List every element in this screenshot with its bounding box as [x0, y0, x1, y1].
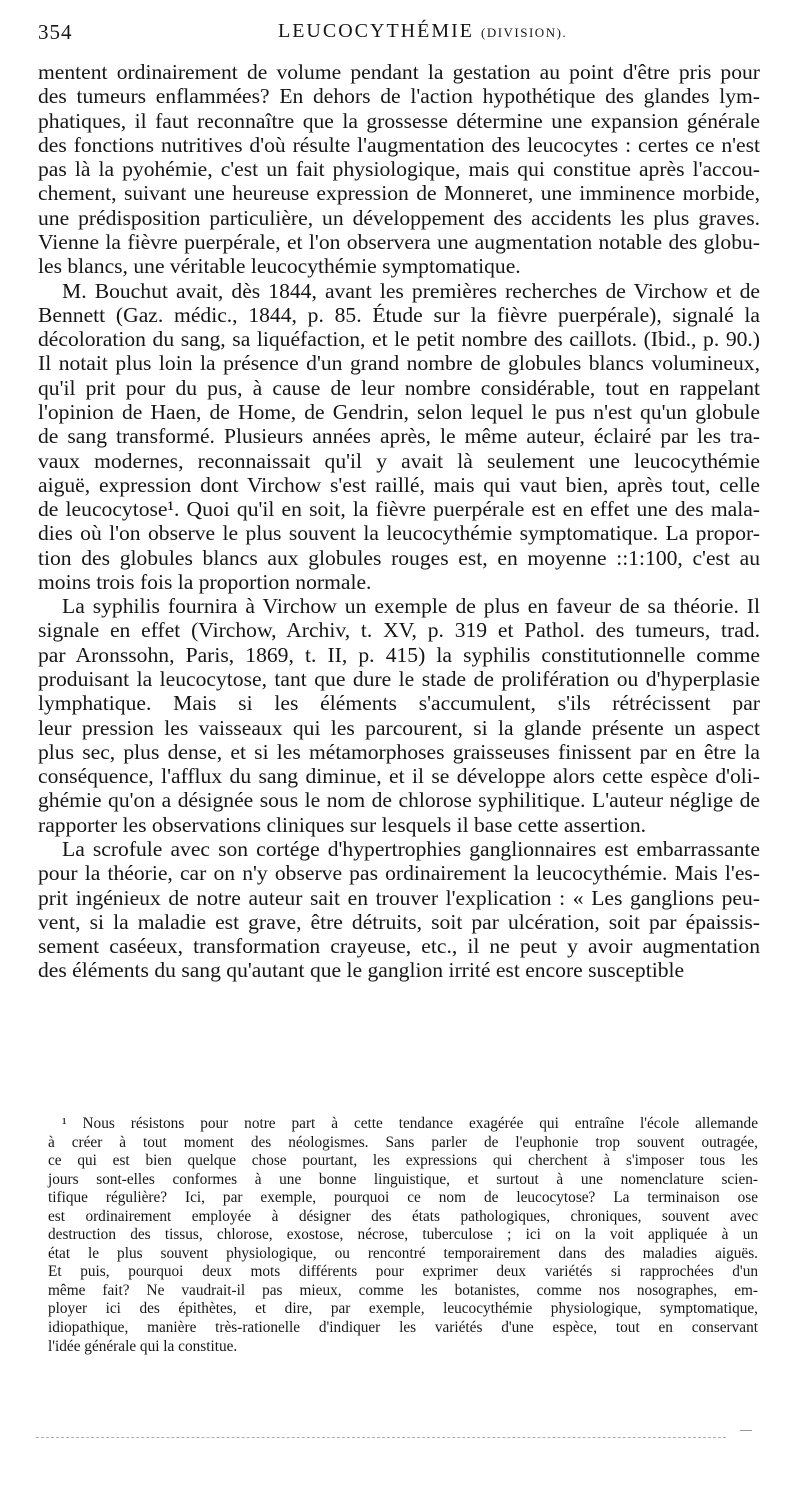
text-line: mentent ordinairement de volume pendant la gestation au point d'être pris pour — [38, 60, 760, 84]
bottom-mark — [740, 1430, 752, 1431]
text-line: des fonctions nutritives d'où résulte l'augmentation des leucocytes : certes ce n'est — [38, 132, 760, 157]
text-line: des éléments du sang qu'autant que le ganglion irrité est encore susceptible — [38, 958, 685, 983]
text-line: ghémie qu'on a désignée sous le nom de chlorose syphilitique. L'auteur néglige de — [38, 788, 760, 813]
footnote-line: Et puis, pourquoi deux mots différents pour exprimer deux variétés si rapprochées d'un — [48, 1263, 758, 1281]
text-line: vent, si la maladie est grave, être détruits, soit par ulcération, soit par épaissis- — [38, 909, 760, 934]
running-title-main: LEUCOCYTHÉMIE — [278, 20, 474, 42]
footnote-line: jours sont-elles conformes à une bonne linguistique, et surtout à une nomenclature scien- — [48, 1170, 758, 1188]
text-line: décoloration du sang, sa liquéfaction, et le petit nombre des caillots. (Ibid., p. 90.) — [38, 327, 760, 352]
footnote — [48, 1115, 758, 1356]
text-line: une prédisposition particulière, un développement des accidents les plus graves. — [38, 205, 760, 230]
footnote-line: est ordinairement employée à désigner des états pathologiques, chroniques, souvent avec — [48, 1207, 758, 1225]
text-line: tion des globules blancs aux globules rouges est, en moyenne ::1:100, c'est au — [38, 545, 760, 570]
body-text — [38, 60, 760, 983]
text-line: prit ingénieux de notre auteur sait en trouver l'explication : « Les ganglions peu- — [38, 885, 760, 910]
paragraph — [38, 837, 760, 983]
text-line: phatiques, il faut reconnaître que la grossesse détermine une expansion générale — [38, 108, 760, 133]
text-line: conséquence, l'afflux du sang diminue, et il se développe alors cette espèce d'oli- — [38, 764, 760, 789]
text-line: Il notait plus loin la présence d'un grand nombre de globules blancs volumineux, — [38, 351, 760, 376]
text-line: qu'il prit pour du pus, à cause de leur nombre considérable, tout en rappelant — [38, 375, 760, 400]
footnote-line: ce qui est bien quelque chose pourtant, les expressions qui cherchent à s'imposer tous les — [48, 1152, 758, 1170]
text-line: par Aronssohn, Paris, 1869, t. II, p. 415) la syphilis constitutionnelle comme — [38, 642, 760, 667]
text-line: moins trois fois la proportion normale. — [38, 569, 372, 594]
text-line: produisant la leucocytose, tant que dure le stade de prolifération ou d'hyperplasie — [38, 667, 760, 692]
running-header — [38, 10, 752, 48]
text-line: leur pression les vaisseaux qui les parcourent, si la glande présente un aspect — [38, 715, 760, 740]
text-line: chement, suivant une heureuse expression de Monneret, une imminence morbide, — [38, 181, 760, 206]
text-line: des tumeurs enflammées? En dehors de l'action hypothétique des glandes lym- — [38, 84, 760, 109]
text-line: plus sec, plus dense, et si les métamorphoses graisseuses finissent par en être la — [38, 739, 760, 764]
footnote-line: ployer ici des épithètes, et dire, par exemple, leucocythémie physiologique, symptomatique, — [48, 1300, 758, 1318]
footnote-line: idiopathique, manière très-rationelle d'indiquer les variétés d'une espèce, tout en conservant — [48, 1319, 758, 1337]
bottom-rule — [36, 1437, 726, 1438]
text-line: vaux modernes, reconnaissait qu'il y avait là seulement une leucocythémie — [38, 448, 760, 473]
text-line: M. Bouchut avait, dès 1844, avant les premières recherches de Virchow et de — [62, 278, 760, 303]
text-line: Vienne la fièvre puerpérale, et l'on observera une augmentation notable des globu- — [38, 229, 760, 254]
footnote-line: ¹ Nous résistons pour notre part à cette tendance exagérée qui entraîne l'école allemande — [62, 1115, 758, 1132]
text-line: sement caséeux, transformation crayeuse, etc., il ne peut y avoir augmentation — [38, 934, 760, 959]
footnote-line: destruction des tissus, chlorose, exostose, nécrose, tuberculose ; ici on la voit appliquée à un — [48, 1226, 758, 1244]
running-title — [278, 20, 567, 43]
footnote-line: à créer à tout moment des néologismes. Sans parler de l'euphonie trop souvent outragée, — [48, 1133, 758, 1151]
text-line: dies où l'on observe le plus souvent la leucocythémie symptomatique. La propor- — [38, 521, 760, 546]
text-line: aiguë, expression dont Virchow s'est raillé, mais qui vaut bien, après tout, celle — [38, 472, 760, 497]
footnote-line: état le plus souvent physiologique, ou rencontré temporairement dans des maladies aiguës. — [48, 1244, 758, 1262]
footnote-line: même fait? Ne vaudrait-il pas mieux, comme les botanistes, comme nos nosographes, em- — [48, 1281, 758, 1299]
text-line: pas là la pyohémie, c'est un fait physiologique, mais qui constitue après l'accou- — [38, 157, 760, 182]
text-line: La scrofule avec son cortége d'hypertrophies ganglionnaires est embarrassante — [62, 837, 760, 861]
text-line: signale en effet (Virchow, Archiv, t. XV, p. 319 et Pathol. des tumeurs, trad. — [38, 618, 760, 643]
page-number: 354 — [38, 20, 73, 44]
paragraph — [38, 60, 760, 279]
text-line: de leucocytose¹. Quoi qu'il en soit, la fièvre puerpérale est en effet une des mala- — [38, 497, 760, 522]
text-line: l'opinion de Haen, de Home, de Gendrin, selon lequel le pus n'est qu'un globule — [38, 399, 760, 424]
text-line: rapporter les observations cliniques sur lesquels il base cette assertion. — [38, 812, 647, 837]
footnote-line: tifique régulière? Ici, par exemple, pourquoi ce nom de leucocytose? La terminaison ose — [48, 1189, 758, 1207]
paragraph — [38, 279, 760, 595]
text-line: de sang transformé. Plusieurs années après, le même auteur, éclairé par les tra- — [38, 424, 760, 449]
running-title-sub: (DIVISION). — [480, 25, 568, 40]
text-line: pour la théorie, car on n'y observe pas ordinairement la leucocythémie. Mais l'es- — [38, 861, 760, 886]
text-line: les blancs, une véritable leucocythémie symptomatique. — [38, 254, 521, 279]
text-line: lymphatique. Mais si les éléments s'accumulent, s'ils rétrécissent par — [38, 691, 760, 716]
text-line: Bennett (Gaz. médic., 1844, p. 85. Étude sur la fièvre puerpérale), signalé la — [38, 302, 760, 327]
footnote-line: l'idée générale qui la constitue. — [48, 1337, 238, 1355]
paragraph — [38, 594, 760, 837]
text-line: La syphilis fournira à Virchow un exemple de plus en faveur de sa théorie. Il — [62, 594, 760, 619]
